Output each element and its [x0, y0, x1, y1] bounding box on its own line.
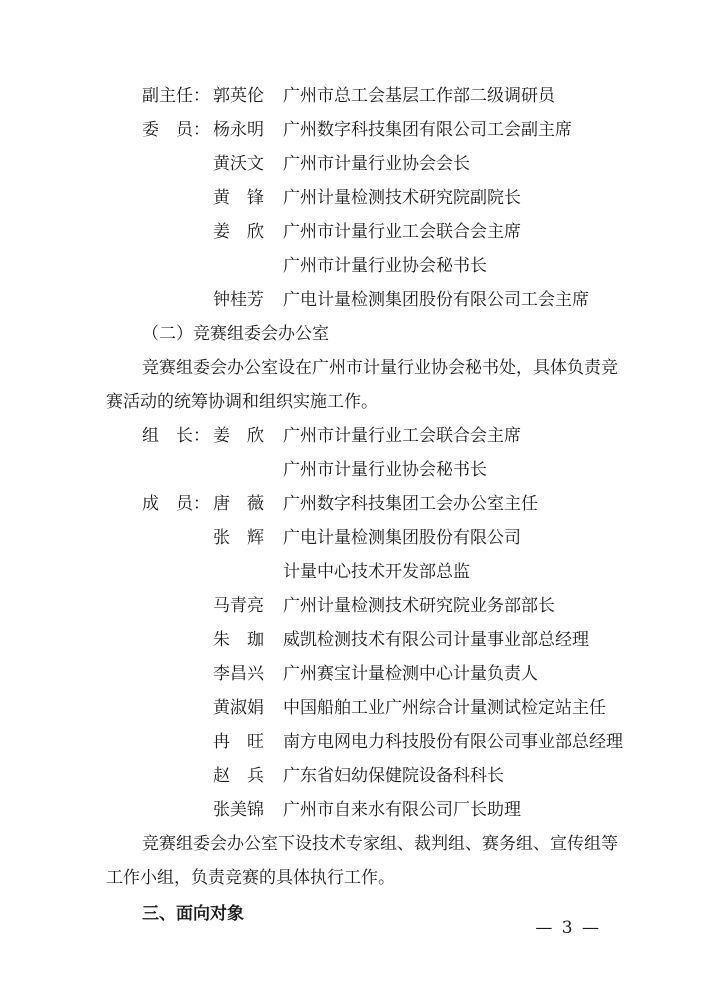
member-desc: 威凯检测技术有限公司计量事业部总经理 [283, 630, 589, 650]
member-desc: 广州市总工会基层工作部二级调研员 [283, 86, 555, 106]
member-name: 朱 珈 [213, 630, 264, 650]
member-desc: 广州赛宝计量检测中心计量负责人 [283, 664, 538, 684]
member-role: 副主任： [142, 86, 210, 106]
member-name: 唐 薇 [213, 494, 264, 514]
paragraph-line: 工作小组，负责竞赛的具体执行工作。 [106, 868, 395, 888]
member-role: 组 长： [142, 426, 210, 446]
member-desc: 计量中心技术开发部总监 [283, 562, 470, 582]
member-desc: 广州计量检测技术研究院业务部部长 [283, 596, 555, 616]
member-role: 委 员： [142, 120, 210, 140]
member-desc: 广东省妇幼保健院设备科科长 [283, 766, 504, 786]
page-number: — 3 — [535, 918, 601, 938]
member-name: 钟桂芳 [213, 290, 264, 310]
member-name: 黄 锋 [213, 188, 264, 208]
member-desc: 南方电网电力科技股份有限公司事业部总经理 [283, 732, 623, 752]
section-heading: 三、面向对象 [142, 904, 244, 924]
member-name: 黄沃文 [213, 154, 264, 174]
section-title: （二）竞赛组委会办公室 [142, 324, 329, 344]
member-desc: 广州市计量行业工会联合会主席 [283, 426, 521, 446]
member-name: 姜 欣 [213, 222, 264, 242]
member-name: 姜 欣 [213, 426, 264, 446]
member-name: 杨永明 [213, 120, 264, 140]
member-desc: 广州数字科技集团工会办公室主任 [283, 494, 538, 514]
member-desc: 广州市计量行业协会秘书长 [283, 256, 487, 276]
member-desc: 广州数字科技集团有限公司工会副主席 [283, 120, 572, 140]
member-name: 李昌兴 [213, 664, 264, 684]
member-desc: 广电计量检测集团股份有限公司 [283, 528, 521, 548]
member-name: 冉 旺 [213, 732, 264, 752]
member-role: 成 员： [142, 494, 210, 514]
member-desc: 中国船舶工业广州综合计量测试检定站主任 [283, 698, 606, 718]
member-desc: 广州计量检测技术研究院副院长 [283, 188, 521, 208]
member-name: 张美锦 [213, 800, 264, 820]
member-desc: 广电计量检测集团股份有限公司工会主席 [283, 290, 589, 310]
member-name: 赵 兵 [213, 766, 264, 786]
member-name: 郭英伦 [213, 86, 264, 106]
member-name: 马青亮 [213, 596, 264, 616]
member-desc: 广州市计量行业工会联合会主席 [283, 222, 521, 242]
paragraph-line: 赛活动的统筹协调和组织实施工作。 [106, 392, 378, 412]
paragraph-line: 竞赛组委会办公室下设技术专家组、裁判组、赛务组、宣传组等 [142, 834, 618, 854]
member-desc: 广州市自来水有限公司厂长助理 [283, 800, 521, 820]
member-name: 黄淑娟 [213, 698, 264, 718]
member-desc: 广州市计量行业协会秘书长 [283, 460, 487, 480]
paragraph-line: 竞赛组委会办公室设在广州市计量行业协会秘书处，具体负责竞 [142, 358, 618, 378]
member-desc: 广州市计量行业协会会长 [283, 154, 470, 174]
member-name: 张 辉 [213, 528, 264, 548]
